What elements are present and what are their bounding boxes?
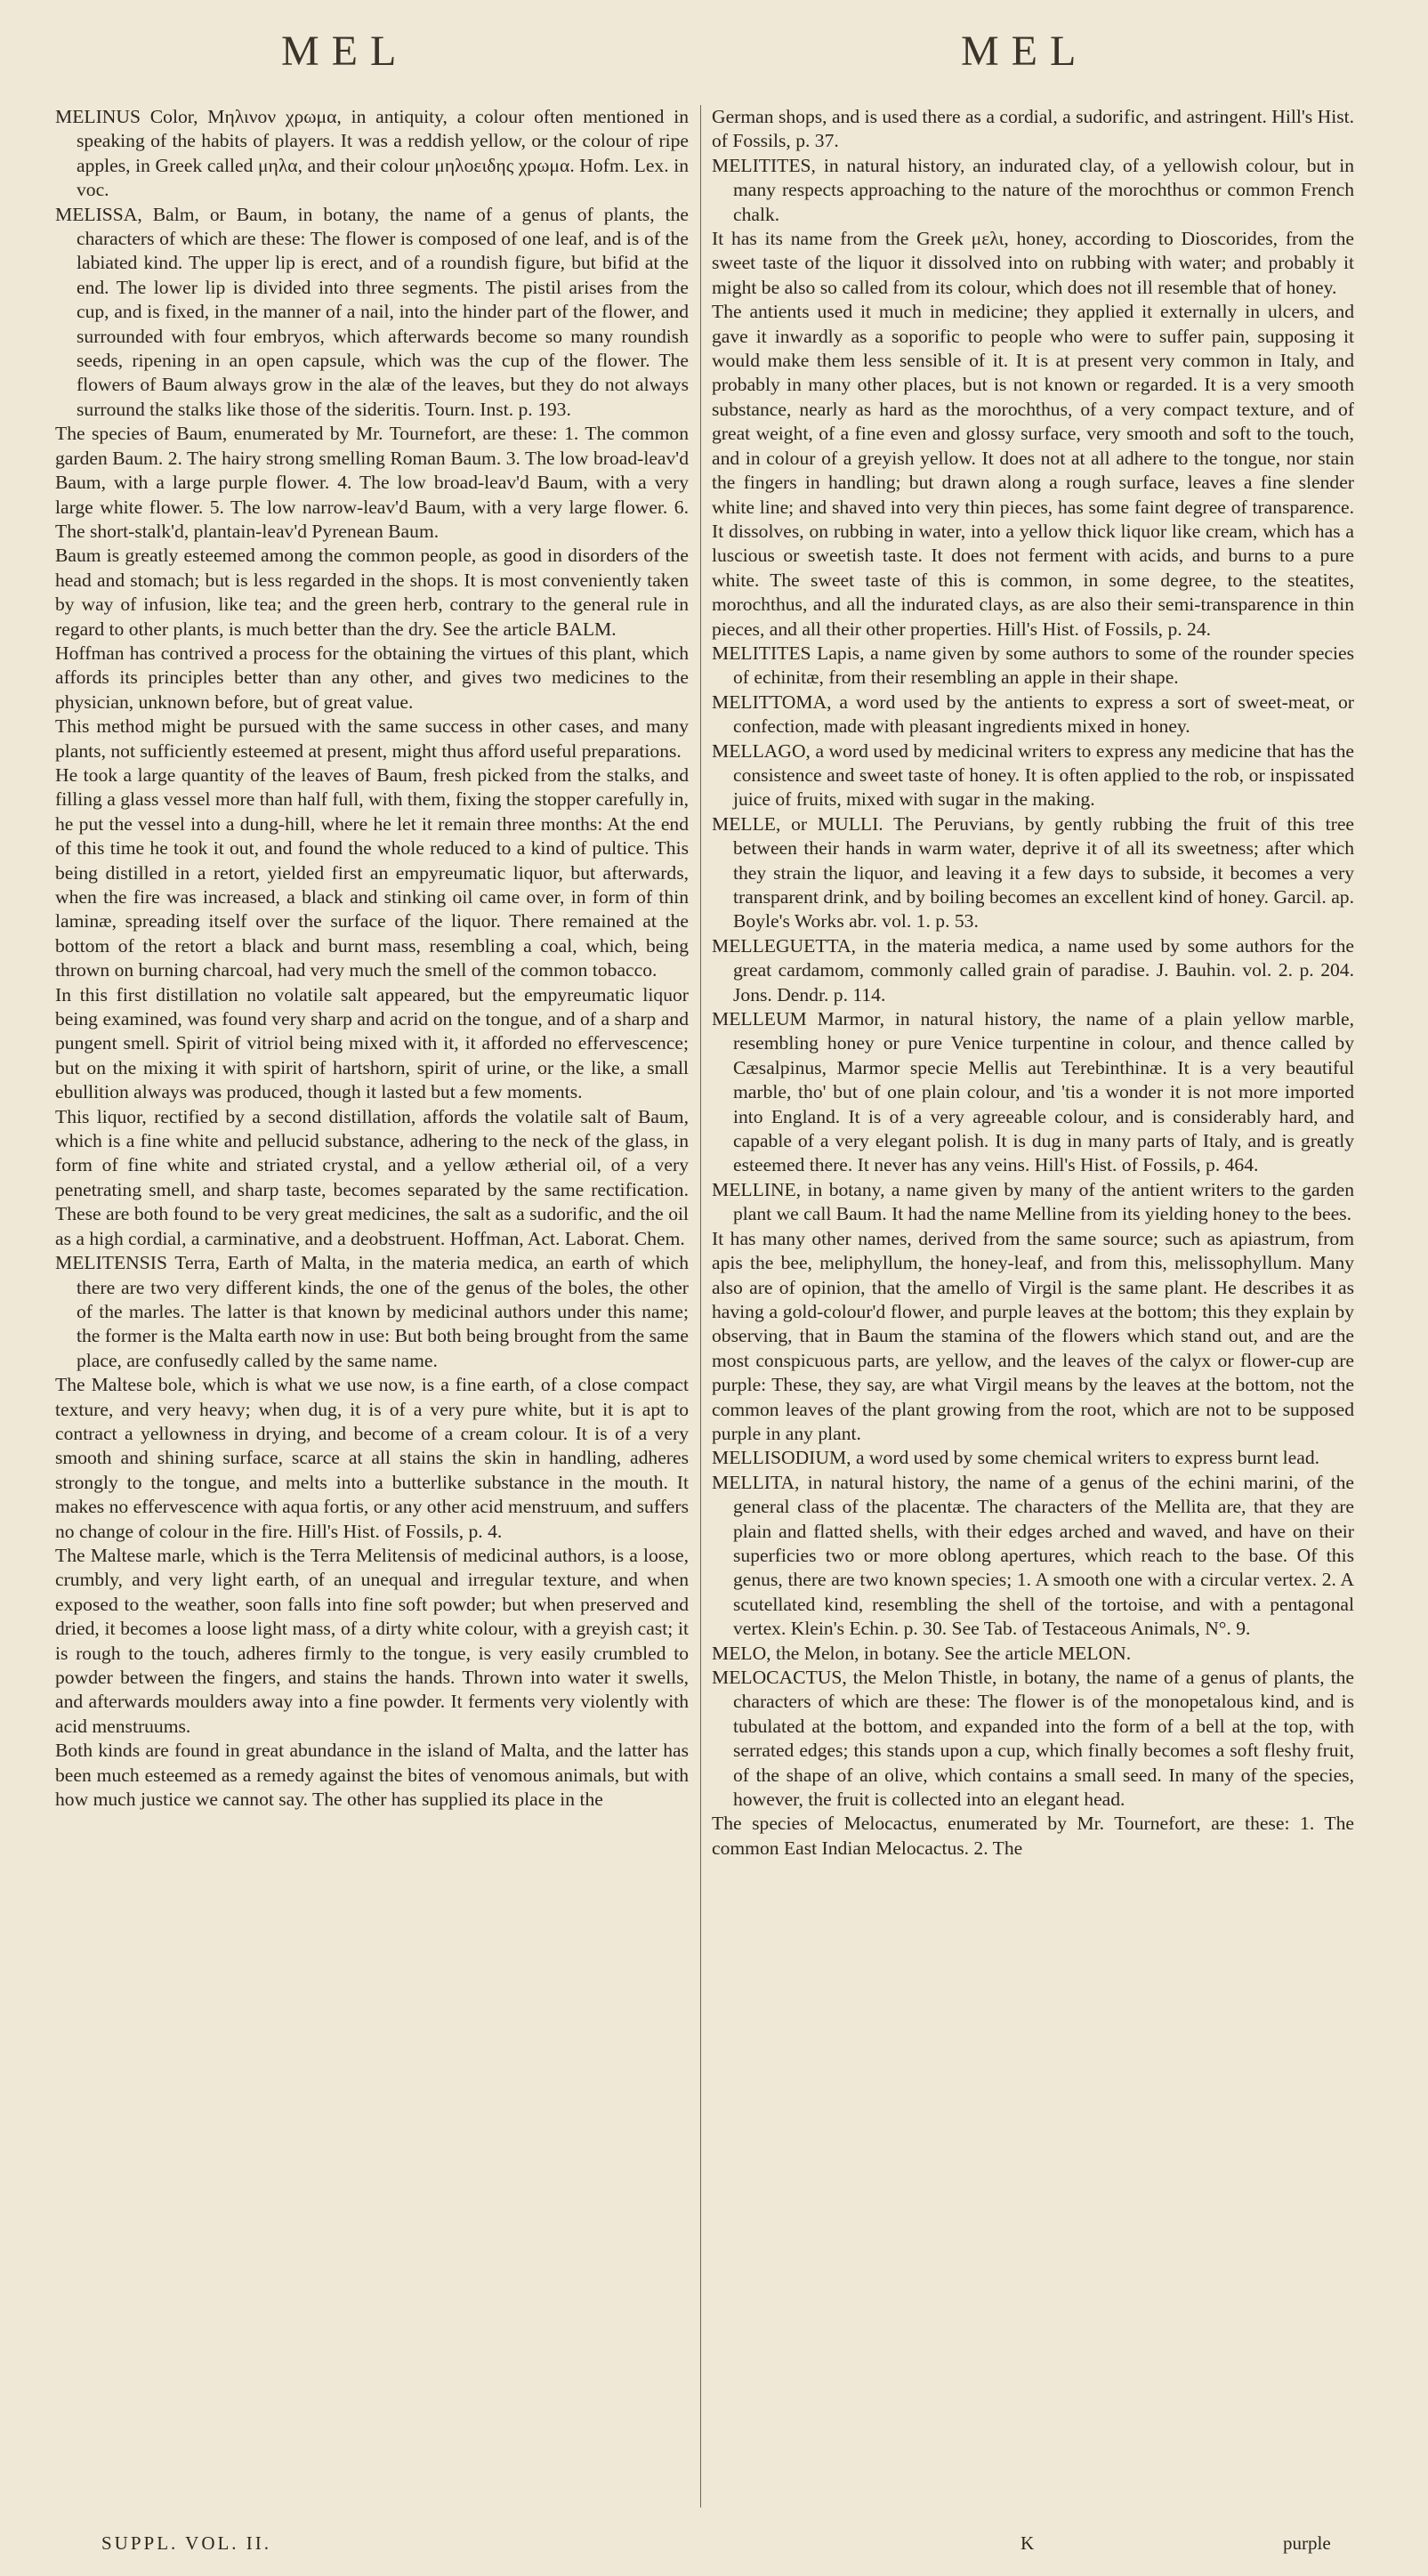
dictionary-entry: MELITITES Lapis, a name given by some authors to some of the rounder species of echinitæ, from their resembling an apple in their shape. (712, 642, 1354, 689)
footer-volume: SUPPL. VOL. II. (101, 2532, 272, 2554)
header-left-guide-word: MEL (281, 28, 409, 75)
dictionary-entry: MELLITA, in natural history, the name of a genus of the echini marini, of the general class of the placentæ. The characters of the Mellita are, that they are plain and flatted shells, with their edges arched and waved, and have on their superficies two or more oblong apertures, which reach to the base. Of this genus, there are two known species; 1. A smooth one with a circular vertex. 2. A scutellated kind, resembling the shell of the tortoise, and with a pentagonal vertex. Klein's Echin. p. 30. See Tab. of Testaceous Animals, N°. 9. (712, 1471, 1354, 1640)
dictionary-entry: MELLEGUETTA, in the materia medica, a name used by some authors for the great cardamom, commonly called grain of paradise. J. Bauhin. vol. 2. p. 204. Jons. Dendr. p. 114. (712, 934, 1354, 1005)
paragraph: Baum is greatly esteemed among the common people, as good in disorders of the head and stomach; but is less regarded in the shops. It is most conveniently taken by way of infusion, like tea; and the green herb, contrary to the general rule in regard to other plants, is much better than the dry. See the article BALM. (55, 545, 689, 640)
dictionary-entry: MELLINE, in botany, a name given by many of the antient writers to the garden plant we call Baum. It had the name Melline from its yielding honey to the bees. (712, 1178, 1354, 1225)
dictionary-entry: MELITTOMA, a word used by the antients to express a sort of sweet-meat, or confection, made with pleasant ingredients mixed in honey. (712, 690, 1354, 738)
footer-signature: K (1021, 2532, 1035, 2554)
paragraph: It has many other names, derived from the same source; such as apiastrum, from apis the bee, meliphyllum, the honey-leaf, and from this, melissophyllum. Many also are of opinion, that the amello of Virgil is the same plant. He describes it as having a gold-colour'd flower, and purple leaves at the bottom; this they explain by observing, that in Baum the stamina of the flowers which stand out, and are the most conspicuous parts, are yellow, and the leaves of the calyx or flower-cup are purple: These, they say, are what Virgil means by the leaves at the bottom, not the common leaves of the plant growing from the root, which are not to be supposed purple in any plant. (712, 1227, 1354, 1444)
paragraph: The Maltese marle, which is the Terra Melitensis of medicinal authors, is a loose, crumbly, and very light earth, of an unequal and irregular texture, and when exposed to the weather, soon falls into fine soft powder; but when preserved and dried, it becomes a loose light mass, of a dirty white colour, with a greyish cast; it is rough to the touch, adheres firmly to the tongue, is very easily crumbled to powder between the fingers, and stains the hands. Thrown into water it swells, and afterwards moulders away into a fine powder. It ferments very violently with acid menstruums. (55, 1544, 689, 1737)
dictionary-entry: MELITENSIS Terra, Earth of Malta, in the materia medica, an earth of which there are two very different kinds, the one of the genus of the boles, the other of the marles. The latter is that known by medicinal authors under this name; the former is the Malta earth now in use: But both being brought from the same place, are confusedly called by the same name. (55, 1252, 689, 1371)
paragraph: This liquor, rectified by a second distillation, affords the volatile salt of Baum, which is a fine white and pellucid substance, adhering to the neck of the glass, in form of fine white and striated crystal, and a yellow ætherial oil, of a very penetrating smell, and sharp taste, becomes separated by the same rectification. These are both found to be very great medicines, the salt as a sudorific, and the oil as a high cordial, a carminative, and a deobstruent. Hoffman, Act. Laborat. Chem. (55, 1105, 689, 1249)
paragraph: The species of Melocactus, enumerated by Mr. Tournefort, are these: 1. The common East Indian Melocactus. 2. The (712, 1813, 1354, 1859)
column-divider (700, 105, 701, 2507)
dictionary-entry: MELLISODIUM, a word used by some chemical writers to express burnt lead. (712, 1447, 1320, 1469)
paragraph: The antients used it much in medicine; they applied it externally in ulcers, and gave it inwardly as a soporific to people who were to suffer pain, supposing it would make them less sensible of it. It is at present very common in Italy, and probably in many other places, but is not known or regarded. It is a very smooth substance, nearly as hard as the morochthus, of a very compact texture, and of great weight, of a fine even and glossy surface, very smooth and soft to the touch, and in colour of a greyish yellow. It does not at all adhere to the tongue, nor stain the fingers in handling; but drawn along a rough surface, leaves a fine slender white line; and shaved into very thin pieces, has some faint degree of transparence. It dissolves, on rubbing in water, into a yellow thick liquor like cream, which has a luscious or sweetish taste. It does not ferment with acids, and burns to a pure white. The sweet taste of this is common, in some degree, to the steatites, morochthus, and all the indurated clays, as are also their semi-transparence in thin pieces, and all their other properties. Hill's Hist. of Fossils, p. 24. (712, 301, 1354, 640)
dictionary-entry: MELLAGO, a word used by medicinal writers to express any medicine that has the consistence and sweet taste of honey. It is often applied to the rob, or inspissated juice of fruits, mixed with sugar in the making. (712, 739, 1354, 811)
paragraph: Hoffman has contrived a process for the obtaining the virtues of this plant, which affords its principles better than any other, and gives two medicines to the physician, unknown before, but of great value. (55, 642, 689, 713)
paragraph: The species of Baum, enumerated by Mr. Tournefort, are these: 1. The common garden Baum. 2. The hairy strong smelling Roman Baum. 3. The low broad-leav'd Baum, with a large purple flower. 4. The low broad-leav'd Baum, with a very large white flower. 5. The low narrow-leav'd Baum, with a very large flower. 6. The short-stalk'd, plantain-leav'd Pyrenean Baum. (55, 423, 689, 542)
header-right-guide-word: MEL (961, 28, 1089, 75)
paragraph: The Maltese bole, which is what we use now, is a fine earth, of a close compact texture, and very heavy; when dug, it is of a very pure white, but it is apt to contract a yellowness in drying, and become of a cream colour. It is of a very smooth and shining surface, scarce at all stains the skin in handling, adheres strongly to the tongue, and melts into a butterlike substance in the mouth. It makes no effervescence with aqua fortis, or any other acid menstruum, and suffers no change of colour in the fire. Hill's Hist. of Fossils, p. 4. (55, 1374, 689, 1542)
paragraph: This method might be pursued with the same success in other cases, and many plants, not sufficiently esteemed at present, might thus afford useful preparations. (55, 715, 689, 762)
paragraph: Both kinds are found in great abundance in the island of Malta, and the latter has been much esteemed as a remedy against the bites of venomous animals, but with how much justice we cannot say. The other has supplied its place in the (55, 1740, 689, 1811)
dictionary-entry: MELLEUM Marmor, in natural history, the name of a plain yellow marble, resembling honey or pure Venice turpentine in colour, and thence called by Cæsalpinus, Marmor specie Mellis aut Terebinthinæ. It is a very beautiful marble, tho' but of one plain colour, and 'tis a wonder it is not more imported into England. It is of a very agreeable colour, and is considerably hard, and capable of a very elegant polish. It is dug in many parts of Italy, and is greatly esteemed there. It never has any veins. Hill's Hist. of Fossils, p. 464. (712, 1008, 1354, 1176)
dictionary-entry: MELO, the Melon, in botany. See the article MELON. (712, 1642, 1132, 1664)
dictionary-entry: MELISSA, Balm, or Baum, in botany, the name of a genus of plants, the characters of which are these: The flower is composed of one leaf, and is of the labiated kind. The upper lip is erect, and of a roundish figure, but bifid at the end. The lower lip is divided into three segments. The pistil arises from the cup, and is fixed, in the manner of a nail, into the hinder part of the flower, and surrounded with four embryos, which afterwards become so many roundish seeds, ripening in an open capsule, which was the cup of the flower. The flowers of Baum always grow in the alæ of the leaves, but they do not always surround the stalks like those of the sideritis. Tourn. Inst. p. 193. (55, 203, 689, 420)
dictionary-entry: MELITITES, in natural history, an indurated clay, of a yellowish colour, but in many respects approaching to the nature of the morochthus or common French chalk. (712, 154, 1354, 225)
dictionary-entry: MELOCACTUS, the Melon Thistle, in botany, the name of a genus of plants, the characters of which are these: The flower is of the monopetalous kind, and is tubulated at the bottom, and expanded into the form of a bell at the top, with serrated edges; this stands upon a cup, which finally becomes a soft fleshy fruit, of the shape of an olive, which contains a small seed. In many of the species, however, the fruit is collected into an elegant head. (712, 1667, 1354, 1811)
footer-catchword: purple (1283, 2532, 1331, 2554)
left-column (55, 105, 689, 1812)
paragraph: He took a large quantity of the leaves of Baum, fresh picked from the stalks, and filling a glass vessel more than half full, with them, fixing the stopper carefully in, he put the vessel into a dung-hill, where he let it remain three months: At the end of this time he took it out, and found the whole reduced to a kind of pultice. This being distilled in a retort, yielded first an empyreumatic liquor, but afterwards, when the fire was increased, a black and stinking oil came over, in form of thin laminæ, spreading itself over the surface of the liquor. There remained at the bottom of the retort a black and burnt mass, resembling a coal, which, being thrown on burning charcoal, had very much the smell of the common tobacco. (55, 763, 689, 981)
paragraph: German shops, and is used there as a cordial, a sudorific, and astringent. Hill's Hist. of Fossils, p. 37. (712, 106, 1354, 152)
paragraph: In this first distillation no volatile salt appeared, but the empyreumatic liquor being examined, was found very sharp and acrid on the tongue, and of a sharp and pungent smell. Spirit of vitriol being mixed with it, it afforded no effervescence; but on the mixing it with spirit of hartshorn, spirit of urine, or the like, a small ebullition always was produced, though it lasted but a few moments. (55, 983, 689, 1103)
right-column (712, 105, 1354, 1861)
dictionary-entry: MELLE, or MULLI. The Peruvians, by gently rubbing the fruit of this tree between their hands in warm water, deprive it of all its sweetness; after which they strain the liquor, and leaving it a few days to subside, it becomes a very transparent drink, and by boiling becomes an excellent kind of honey. Garcil. ap. Boyle's Works abr. vol. 1. p. 53. (712, 812, 1354, 933)
paragraph: It has its name from the Greek μελι, honey, according to Dioscorides, from the sweet taste of the liquor it dissolved into on rubbing with water; and probably it might be also so called from its colour, which does not ill resemble that of honey. (712, 228, 1354, 298)
dictionary-entry: MELINUS Color, Μηλινον χρωμα, in antiquity, a colour often mentioned in speaking of the habits of players. It was a reddish yellow, or the colour of ripe apples, in Greek called μηλα, and their colour μηλοειδης χρωμα. Hofm. Lex. in voc. (55, 106, 689, 201)
running-header (0, 27, 1428, 89)
page-footer (0, 2532, 1428, 2563)
